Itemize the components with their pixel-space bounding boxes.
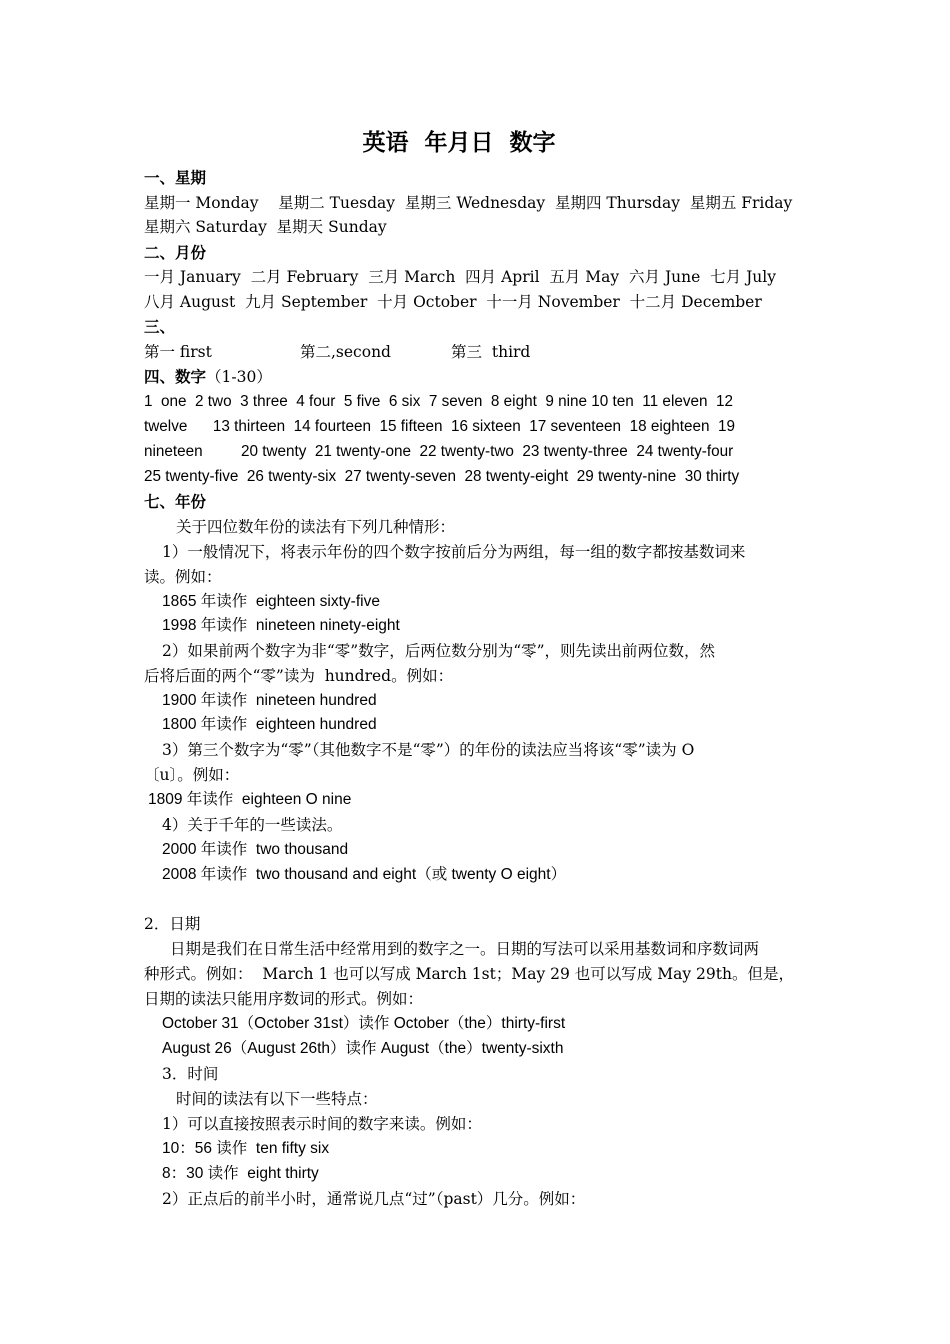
numbers-range: （1-30）	[206, 368, 272, 386]
year-example-2008: 2008 年读作 two thousand and eight（或 twenty O eight）	[162, 866, 567, 883]
time-example-830: 8：30 读作 eight thirty	[162, 1165, 319, 1182]
section-heading-time: 3．时间	[162, 1065, 219, 1083]
section-heading-week: 一、星期	[144, 168, 207, 187]
year-rule-2-line-2: 后将后面的两个“零”读为 hundred。例如：	[144, 667, 454, 685]
year-rule-2-line-1: 2）如果前两个数字为非“零”数字，后两位数分别为“零”，则先读出前两位数，然	[162, 642, 716, 660]
year-example-1800: 1800 年读作 eighteen hundred	[162, 716, 377, 733]
week-line-1: 星期一 Monday 星期二 Tuesday 星期三 Wednesday 星期四 Thursday 星期五 Friday	[144, 194, 793, 212]
month-line-1: 一月 January 二月 February 三月 March 四月 April 五月 May 六月 June 七月 July	[144, 268, 776, 286]
year-rule-1-line-1: 1）一般情况下，将表示年份的四个数字按前后分为两组，每一组的数字都按基数词来	[162, 543, 746, 561]
year-example-1900: 1900 年读作 nineteen hundred	[162, 692, 377, 709]
ordinal-row	[144, 342, 564, 362]
year-example-1809: 1809 年读作 eighteen O nine	[148, 791, 352, 808]
date-paragraph-line-1: 日期是我们在日常生活中经常用到的数字之一。日期的写法可以采用基数词和序数词两	[170, 940, 760, 958]
date-example-august: August 26（August 26th）读作 August（the）twenty-sixth	[162, 1040, 564, 1057]
numbers-heading-label: 四、数字	[144, 367, 207, 386]
numbers-line-2: twelve 13 thirteen 14 fourteen 15 fifteen 16 sixteen 17 seventeen 18 eighteen 19	[144, 418, 736, 435]
year-rule-3-line-2: 〔u〕。例如：	[144, 766, 240, 784]
ordinal-first: 第一 first	[144, 343, 212, 361]
time-example-1056: 10：56 读作 ten fifty six	[162, 1140, 330, 1157]
year-example-1998: 1998 年读作 nineteen ninety-eight	[162, 617, 400, 634]
section-heading-numbers	[144, 367, 272, 387]
section-heading-month: 二、月份	[144, 243, 207, 262]
date-paragraph-line-2: 种形式。例如： March 1 也可以写成 March 1st；May 29 也可以写成 May 29th。但是，	[144, 965, 794, 983]
year-rule-1-line-2: 读。例如：	[144, 568, 222, 586]
date-example-october: October 31（October 31st）读作 October（the）thirty-first	[162, 1015, 566, 1032]
numbers-line-3: nineteen 20 twenty 21 twenty-one 22 twenty-two 23 twenty-three 24 twenty-four	[144, 443, 734, 460]
year-rule-3-line-1: 3）第三个数字为“零”（其他数字不是“零”）的年份的读法应当将该“零”读为 O	[162, 741, 695, 759]
ordinal-second: 第二,second	[300, 343, 391, 361]
month-line-2: 八月 August 九月 September 十月 October 十一月 November 十二月 December	[144, 293, 762, 311]
time-intro: 时间的读法有以下一些特点：	[176, 1090, 378, 1108]
section-heading-date: 2．日期	[144, 915, 201, 933]
time-rule-1: 1）可以直接按照表示时间的数字来读。例如：	[162, 1115, 482, 1133]
year-example-1865: 1865 年读作 eighteen sixty-five	[162, 593, 380, 610]
year-example-2000: 2000 年读作 two thousand	[162, 841, 349, 858]
numbers-line-1: 1 one 2 two 3 three 4 four 5 five 6 six 7 seven 8 eight 9 nine 10 ten 11 eleven 12	[144, 393, 734, 410]
page-title: 英语 年月日 数字	[362, 129, 556, 156]
date-paragraph-line-3: 日期的读法只能用序数词的形式。例如：	[144, 990, 424, 1008]
time-rule-2: 2）正点后的前半小时，通常说几点“过”（past）几分。例如：	[162, 1190, 586, 1208]
year-intro: 关于四位数年份的读法有下列几种情形：	[176, 518, 456, 536]
numbers-line-4: 25 twenty-five 26 twenty-six 27 twenty-seven 28 twenty-eight 29 twenty-nine 30 thirty	[144, 468, 740, 485]
ordinal-third: 第三 third	[451, 343, 531, 361]
week-line-2: 星期六 Saturday 星期天 Sunday	[144, 218, 387, 236]
section-heading-year: 七、年份	[144, 492, 207, 511]
year-rule-4: 4）关于千年的一些读法。	[162, 816, 343, 834]
section-heading-ordinal: 三、	[144, 317, 176, 336]
